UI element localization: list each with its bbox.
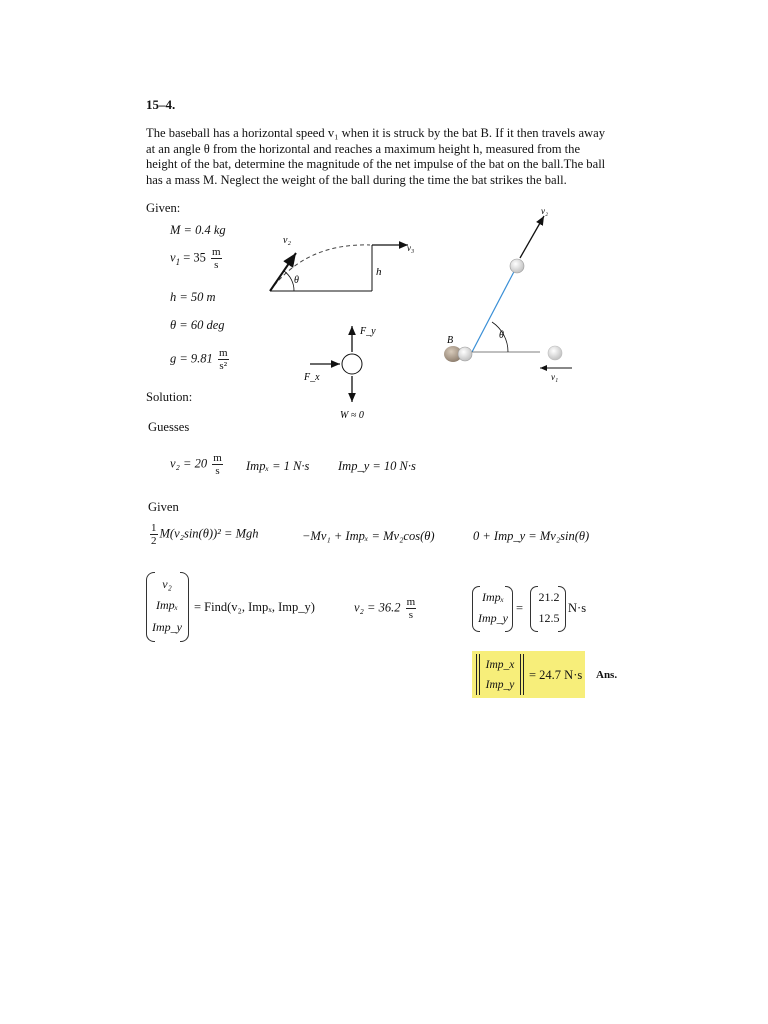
bat-b-label: B [447, 335, 454, 346]
result-v2-unit: $\frac{m}{s}$ [406, 596, 416, 621]
incoming-ball-icon [548, 346, 562, 360]
ball-circle [342, 354, 362, 374]
half-fraction: $\frac{1}{2}$ [151, 522, 157, 547]
bat-v2-arrow [520, 216, 544, 258]
given-heading: Given: [146, 201, 181, 215]
equation-y-impulse: 0 + Imp_y = Mv₂sin(θ) [473, 529, 590, 543]
v1-unit: $\frac{m}{s}$ [212, 246, 221, 271]
norm-bar-right-inner [520, 654, 521, 695]
fbd-fy-label: F_y [360, 326, 376, 337]
result-impx-value: 21.2 [538, 590, 560, 604]
g-value: g = 9.81 [170, 351, 213, 366]
ball-at-bat-icon [458, 347, 472, 361]
given-equations-heading: Given [148, 500, 179, 514]
given-gravity [170, 347, 231, 372]
trajectory-diagram [260, 225, 420, 300]
problem-statement [146, 126, 626, 188]
traj-theta-label: θ [294, 275, 299, 286]
v1-subscript: 1 [175, 256, 181, 267]
given-theta: θ = 60 deg [170, 318, 225, 332]
guess-v2 [170, 452, 225, 477]
result-equals: = [516, 601, 524, 615]
given-v1 [170, 246, 224, 271]
statement-line: has a mass M. Neglect the weight of the ball during the time the bat strikes the ball. [146, 172, 567, 187]
solution-heading: Solution: [146, 390, 193, 404]
result-symbols-vector [478, 587, 508, 629]
equation-x-impulse: −Mv₁ + Impₓ = Mv₂cos(θ) [302, 529, 435, 543]
ball-icon [510, 259, 524, 273]
result-v2 [354, 596, 418, 621]
norm-bar-left-outer [476, 654, 477, 695]
bat-v2-label: v₂ [541, 206, 549, 216]
result-impx-symbol: Impₓ [481, 590, 505, 604]
norm-bar-right-outer [523, 654, 524, 695]
guess-impx: Impₓ = 1 N·s [246, 459, 310, 473]
g-unit: $\frac{m}{\text{s²}}$ [218, 347, 228, 372]
fbd-w-label: W ≈ 0 [340, 410, 364, 421]
fbd-fx-label: F_x [304, 372, 320, 383]
answer-vector [482, 655, 518, 695]
traj-v3-label: v₃ [407, 243, 415, 253]
find-call: = Find(v₂, Impₓ, Imp_y) [194, 600, 315, 614]
vector-impx: Impₓ [155, 598, 179, 613]
guess-v2-unit: $\frac{m}{s}$ [213, 452, 222, 477]
free-body-diagram [296, 318, 386, 426]
result-values-vector [534, 587, 564, 629]
guess-v2-value: v₂ = 20 [170, 456, 208, 471]
v1-value: = 35 [183, 250, 206, 265]
guesses-heading: Guesses [148, 420, 190, 434]
answer-impy: Imp_y [485, 679, 515, 691]
answer-impx: Imp_x [485, 659, 515, 671]
result-v2-value: v₂ = 36.2 [354, 600, 401, 615]
norm-bar-left-inner [479, 654, 480, 695]
statement-line: The baseball has a horizontal speed v₁ when it is struck by the bat B. If it then travels away [146, 126, 606, 140]
ball-path-line [472, 264, 518, 352]
result-impy-symbol: Imp_y [478, 611, 508, 625]
bat-theta-label: θ [499, 330, 504, 341]
given-height: h = 50 m [170, 290, 216, 304]
vector-impy: Imp_y [152, 619, 182, 634]
v1-symbol: v [170, 250, 176, 265]
traj-v2-label: v₂ [283, 235, 291, 246]
result-unit: N·s [568, 601, 587, 615]
problem-number: 15–4. [146, 97, 176, 112]
bat-ball-illustration [440, 200, 580, 390]
traj-h-label: h [376, 266, 382, 278]
vector-v2: v₂ [162, 577, 172, 592]
statement-line: at an angle θ from the horizontal and reaches a maximum height h, measured from the [146, 141, 581, 156]
answer-value: = 24.7 N·s [529, 668, 583, 682]
answer-label: Ans. [596, 669, 618, 681]
bat-v1-label: v₁ [551, 372, 559, 382]
guess-impy: Imp_y = 10 N·s [338, 459, 416, 473]
equation-energy-text: M(v₂sin(θ))² = Mgh [159, 526, 259, 541]
statement-line: height of the bat, determine the magnitude of the net impulse of the bat on the ball.The ball [146, 157, 606, 171]
v2-arrow [270, 253, 296, 291]
equation-energy [148, 522, 259, 547]
result-impy-value: 12.5 [538, 611, 560, 625]
given-mass: M = 0.4 kg [170, 223, 226, 237]
unknowns-vector [152, 574, 182, 638]
